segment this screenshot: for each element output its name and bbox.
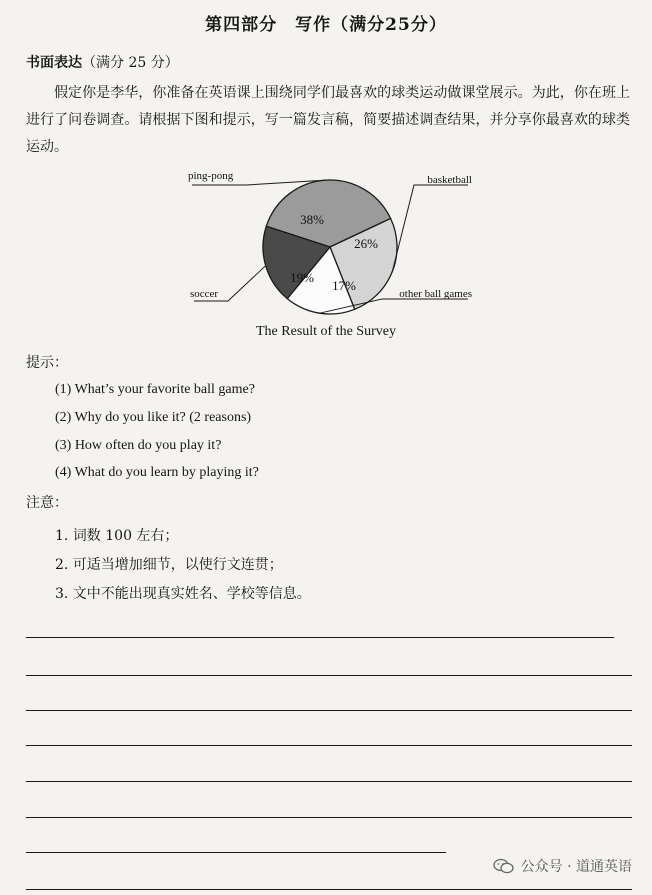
writing-line [26, 781, 632, 782]
slice-value-soccer: 19% [290, 270, 314, 285]
task-description: 假定你是李华，你准备在英语课上围绕同学们最喜欢的球类运动做课堂展示。为此，你在班上进行了问卷调查。请根据下图和提示，写一篇发言稿，简要描述调查结果，并分享你最喜欢的球类运动。 [26, 85, 630, 155]
section-title [26, 52, 179, 72]
slice-label-ping-pong: ping-pong [188, 170, 234, 182]
page-title: 第四部分 写作（满分25分） [205, 15, 447, 35]
section-score: （满分 25 分） [82, 55, 179, 71]
watermark-text: 公众号 · 道通英语 [520, 859, 632, 875]
writing-line [26, 675, 632, 676]
chart-title: The Result of the Survey [256, 324, 396, 339]
hints-label: 提示： [26, 355, 68, 371]
writing-line [26, 710, 632, 711]
writing-line [26, 637, 614, 638]
slice-label-other-ball-games: other ball games [399, 288, 472, 300]
leader-line-basketball [392, 185, 468, 272]
slice-value-basketball: 26% [354, 236, 378, 251]
writing-line [26, 745, 632, 746]
note-item-3: 3. 文中不能出现真实姓名、学校等信息。 [55, 586, 311, 602]
slice-label-soccer: soccer [190, 288, 219, 300]
note-item-1: 1. 词数 100 左右； [55, 528, 179, 544]
writing-line [26, 889, 632, 890]
watermark [493, 856, 632, 876]
hint-item-1: (1) What’s your favorite ball game? [55, 382, 255, 397]
writing-line [26, 817, 632, 818]
wechat-icon [493, 858, 515, 874]
slice-value-other-ball-games: 17% [332, 278, 356, 293]
pie-chart [180, 168, 480, 318]
note-item-2: 2. 可适当增加细节，以使行文连贯； [55, 557, 283, 573]
hint-item-4: (4) What do you learn by playing it? [55, 465, 259, 480]
slice-label-basketball: basketball [427, 174, 472, 186]
hint-item-2: (2) Why do you like it? (2 reasons) [55, 410, 252, 425]
writing-line [26, 852, 446, 853]
slice-value-ping-pong: 38% [300, 212, 324, 227]
notes-label: 注意： [26, 495, 68, 511]
section-title-text: 书面表达 [26, 55, 82, 71]
hint-item-3: (3) How often do you play it? [55, 438, 222, 453]
